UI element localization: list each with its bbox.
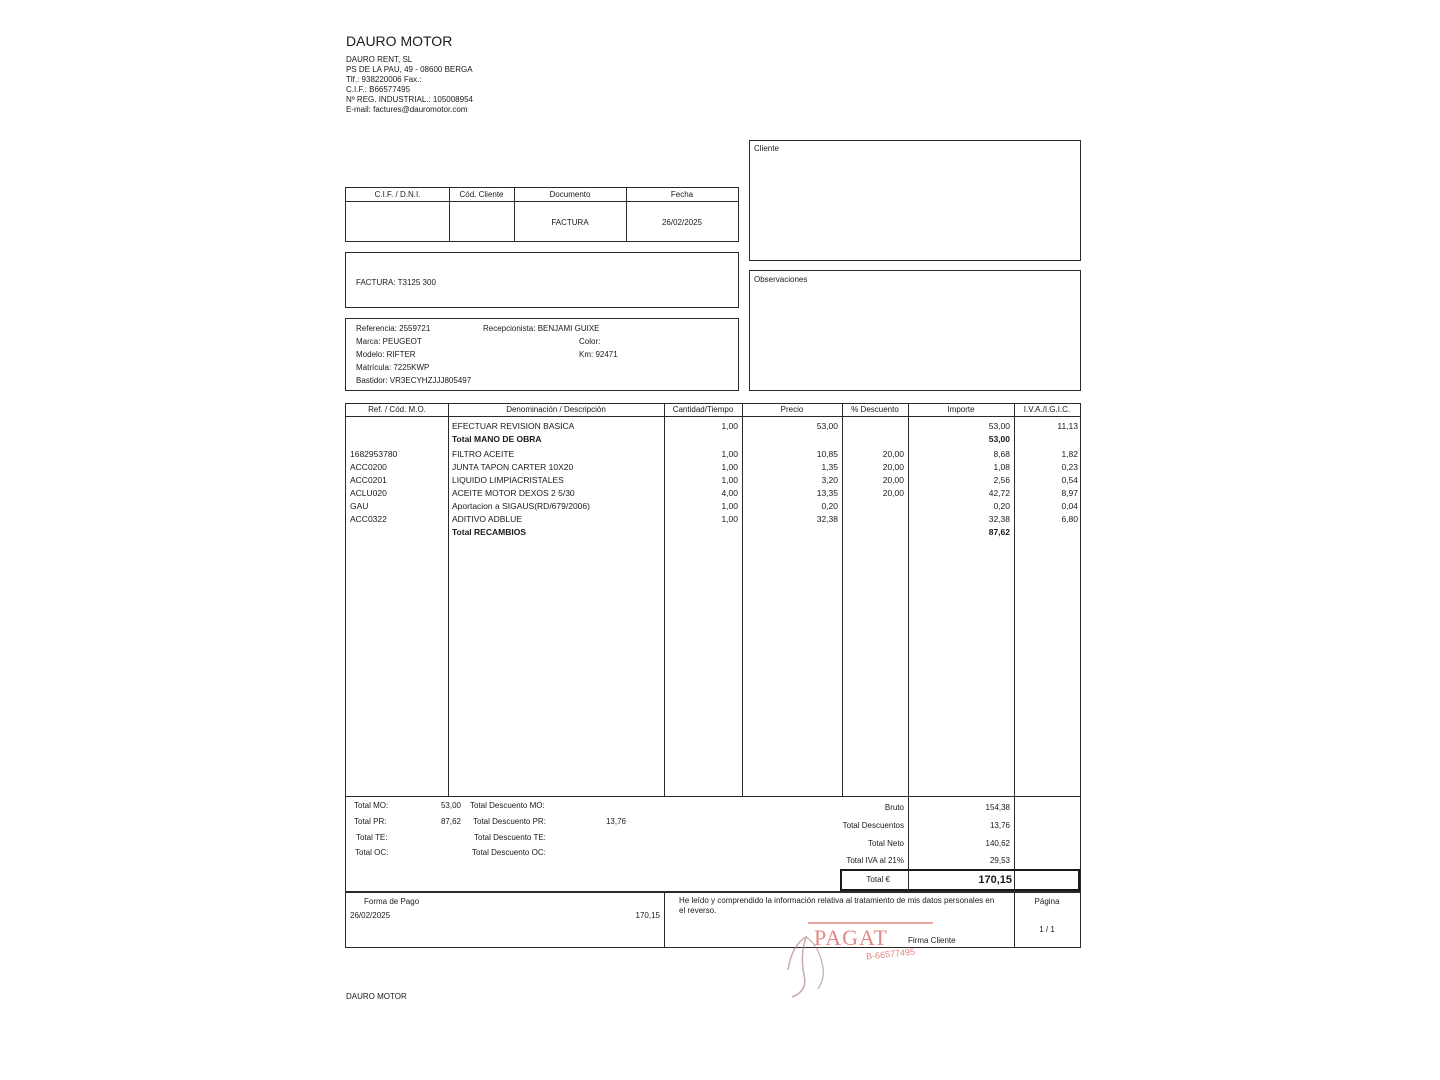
iva-label: Total IVA al 21%	[846, 856, 904, 865]
pago-importe: 170,15	[635, 911, 660, 920]
vehicle-recepcionista: Recepcionista: BENJAMI GUIXE	[483, 324, 600, 333]
table-row	[346, 487, 1080, 500]
company-details	[346, 55, 473, 115]
cell-imp: 0,20	[993, 501, 1010, 511]
col-header-desc: Denominación / Descripción	[506, 405, 606, 414]
total-te-label: Total TE:	[356, 833, 388, 842]
col-header-imp: Importe	[947, 405, 975, 414]
col-header-iva: I.V.A./I.G.I.C.	[1023, 405, 1071, 414]
table-row	[346, 513, 1080, 526]
pagina-label: Página	[1034, 897, 1060, 906]
col-header-price: Precio	[780, 405, 804, 414]
cell-desc: LIQUIDO LIMPIACRISTALES	[452, 475, 564, 485]
total-mo-value: 53,00	[440, 801, 461, 810]
company-line: DAURO RENT, SL	[346, 55, 413, 64]
cell-disc: 20,00	[882, 462, 904, 472]
company-line: Tlf.: 938220006 Fax.:	[346, 75, 422, 84]
totals-box	[345, 797, 1081, 892]
total-desc-pr-value: 13,76	[605, 817, 626, 826]
vehicle-bastidor: Bastidor: VR3ECYHZJJJ805497	[356, 376, 472, 385]
cell-disc: 20,00	[882, 475, 904, 485]
cell-qty: 4,00	[721, 488, 738, 498]
doc-header-box	[345, 187, 739, 242]
col-header-ref: Ref. / Cód. M.O.	[368, 405, 426, 414]
cell-iva: 0,23	[1061, 462, 1078, 472]
vehicle-marca: Marca: PEUGEOT	[356, 337, 422, 346]
cell-iva: 6,80	[1061, 514, 1078, 524]
cell-disc: 20,00	[882, 449, 904, 459]
cell-desc: Total MANO DE OBRA	[452, 434, 542, 444]
cell-ref: ACC0200	[350, 462, 387, 472]
pagina-value: 1 / 1	[1039, 925, 1055, 934]
cell-qty: 1,00	[721, 501, 738, 511]
documento-value: FACTURA	[551, 218, 589, 227]
cell-desc: EFECTUAR REVISION BASICA	[452, 421, 575, 431]
vehicle-color: Color:	[579, 337, 601, 346]
cell-price: 13,35	[816, 488, 838, 498]
total-desc-pr-label: Total Descuento PR:	[473, 817, 546, 826]
cell-desc: FILTRO ACEITE	[452, 449, 515, 459]
cell-qty: 1,00	[721, 462, 738, 472]
company-line: E-mail: factures@dauromotor.com	[346, 105, 468, 114]
cell-iva: 1,82	[1061, 449, 1078, 459]
observations-label: Observaciones	[754, 275, 808, 284]
client-label: Cliente	[754, 144, 779, 153]
cell-ref: ACLU020	[350, 488, 387, 498]
table-row	[346, 433, 1080, 446]
table-row	[346, 474, 1080, 487]
cell-desc: Total RECAMBIOS	[452, 527, 526, 537]
invoice-ref: FACTURA: T3125 300	[356, 278, 436, 287]
table-row	[346, 526, 1080, 539]
cell-qty: 1,00	[721, 449, 738, 459]
total-desc-mo-label: Total Descuento MO:	[470, 801, 545, 810]
pago-fecha: 26/02/2025	[350, 911, 391, 920]
cell-desc: ADITIVO ADBLUE	[452, 514, 522, 524]
stamp-text: PAGAT	[814, 925, 888, 950]
cell-iva: 0,04	[1061, 501, 1078, 511]
cell-ref: ACC0201	[350, 475, 387, 485]
total-pr-value: 87,62	[440, 817, 461, 826]
vehicle-km: Km: 92471	[579, 350, 618, 359]
vehicle-box	[345, 318, 739, 391]
table-row	[346, 500, 1080, 513]
cell-ref: 1682953780	[350, 449, 398, 459]
cell-qty: 1,00	[721, 421, 738, 431]
col-header-disc: % Descuento	[851, 405, 899, 414]
cell-price: 10,85	[816, 449, 838, 459]
cell-imp: 53,00	[988, 434, 1010, 444]
header-fecha: Fecha	[670, 190, 694, 199]
cell-iva: 8,97	[1061, 488, 1078, 498]
items-table	[345, 403, 1081, 797]
cell-imp: 42,72	[988, 488, 1010, 498]
total-pr-label: Total PR:	[354, 817, 387, 826]
bruto-value: 154,38	[985, 803, 1010, 812]
cell-price: 53,00	[816, 421, 838, 431]
invoice-ref-box	[345, 252, 739, 308]
table-row	[346, 420, 1080, 433]
cell-disc: 20,00	[882, 488, 904, 498]
table-row	[346, 448, 1080, 461]
vehicle-matricula: Matrícula: 7225KWP	[356, 363, 430, 372]
cell-desc: ACEITE MOTOR DEXOS 2 5/30	[452, 488, 575, 498]
total-desc-oc-label: Total Descuento OC:	[472, 848, 546, 857]
privacy-text: He leído y comprendido la información relativa al tratamiento de mis datos personales en el reverso.	[679, 896, 995, 915]
cell-price: 3,20	[821, 475, 838, 485]
cell-imp: 53,00	[988, 421, 1010, 431]
stamp-subtext: B-66577495	[865, 946, 916, 962]
grand-total-label: Total €	[866, 875, 890, 884]
bruto-label: Bruto	[884, 803, 904, 812]
bottom-company-name: DAURO MOTOR	[346, 992, 407, 1001]
cell-qty: 1,00	[721, 514, 738, 524]
cell-desc: JUNTA TAPON CARTER 10X20	[452, 462, 574, 472]
cell-imp: 87,62	[988, 527, 1010, 537]
company-name: DAURO MOTOR	[346, 33, 453, 49]
cell-imp: 2,56	[993, 475, 1010, 485]
paid-stamp	[778, 915, 948, 1005]
cell-qty: 1,00	[721, 475, 738, 485]
cell-iva: 11,13	[1057, 421, 1078, 431]
cell-imp: 1,08	[993, 462, 1010, 472]
fecha-value: 26/02/2025	[661, 218, 703, 227]
company-line: C.I.F.: B66577495	[346, 85, 411, 94]
table-row	[346, 461, 1080, 474]
vehicle-referencia: Referencia: 2559721	[356, 324, 431, 333]
company-line: PS DE LA PAU, 49 - 08600 BERGA	[346, 65, 473, 74]
firma-label: Firma Cliente	[908, 936, 956, 945]
company-line: Nº REG. INDUSTRIAL.: 105008954	[346, 95, 473, 104]
cell-price: 0,20	[821, 501, 838, 511]
cell-price: 32,38	[816, 514, 838, 524]
descuentos-value: 13,76	[989, 821, 1010, 830]
total-oc-label: Total OC:	[355, 848, 389, 857]
footer-box	[345, 892, 1081, 948]
col-header-qty: Cantidad/Tiempo	[672, 405, 734, 414]
iva-value: 29,53	[989, 856, 1010, 865]
client-box	[749, 140, 1081, 261]
cell-imp: 8,68	[993, 449, 1010, 459]
observations-box	[749, 270, 1081, 391]
header-documento: Documento	[549, 190, 591, 199]
cell-price: 1,35	[821, 462, 838, 472]
header-cif: C.I.F. / D.N.I.	[374, 190, 421, 199]
grand-total-box	[840, 869, 1080, 891]
cell-iva: 0,54	[1061, 475, 1078, 485]
forma-pago-label: Forma de Pago	[364, 897, 420, 906]
total-desc-te-label: Total Descuento TE:	[474, 833, 546, 842]
grand-total-value: 170,15	[978, 874, 1012, 886]
cell-desc: Aportacion a SIGAUS(RD/679/2006)	[452, 501, 590, 511]
neto-label: Total Neto	[867, 839, 904, 848]
header-cod-cliente: Cód. Cliente	[459, 190, 504, 199]
total-mo-label: Total MO:	[354, 801, 389, 810]
cell-ref: ACC0322	[350, 514, 387, 524]
descuentos-label: Total Descuentos	[842, 821, 904, 830]
vehicle-modelo: Modelo: RIFTER	[356, 350, 416, 359]
neto-value: 140,62	[985, 839, 1010, 848]
cell-imp: 32,38	[988, 514, 1010, 524]
cell-ref: GAU	[350, 501, 369, 511]
